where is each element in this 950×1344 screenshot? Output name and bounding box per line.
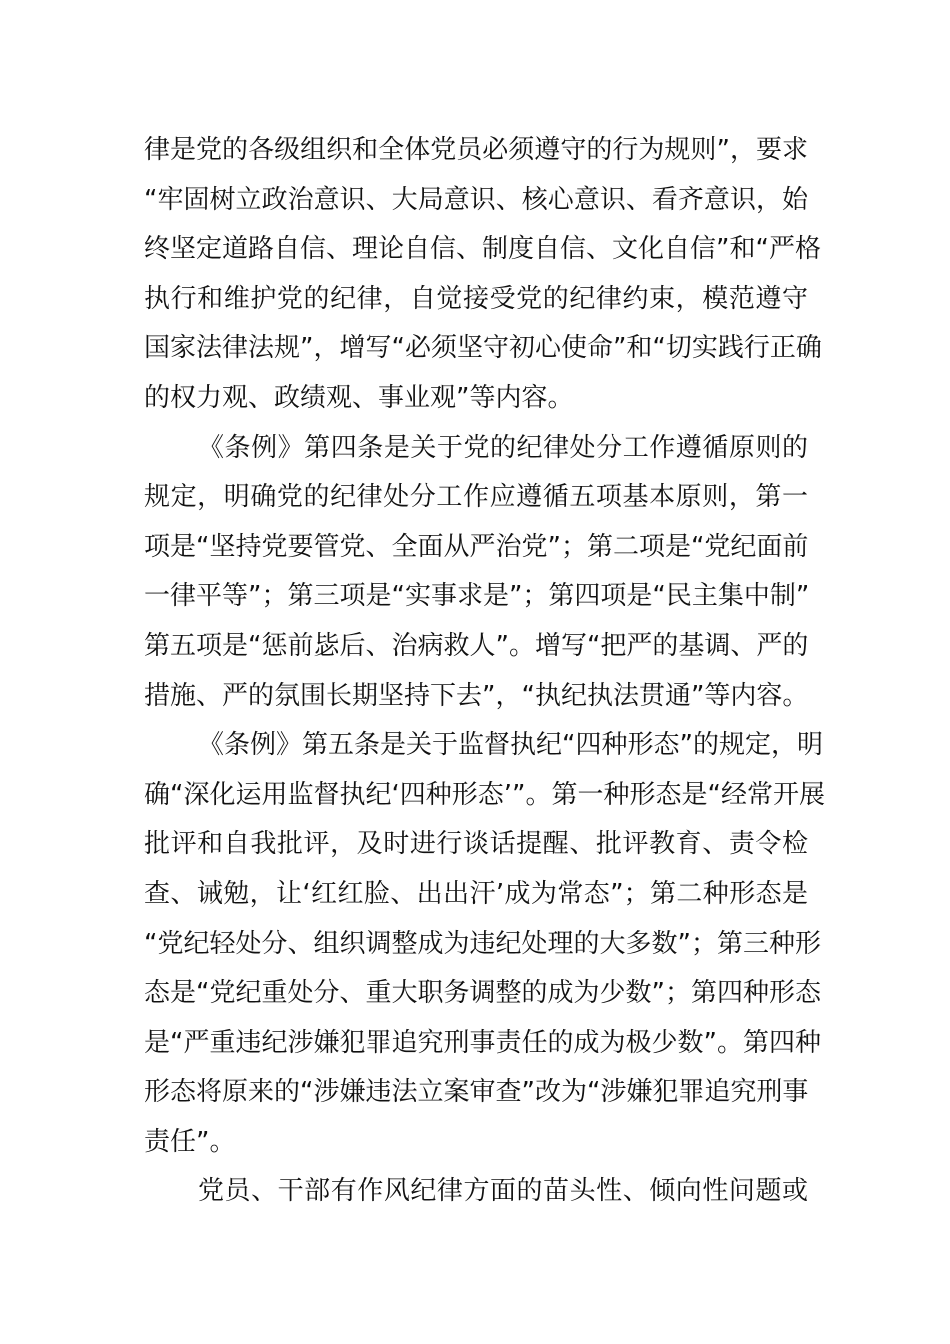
text-line: 终坚定道路自信、理论自信、制度自信、文化自信”和“严格 — [144, 234, 821, 265]
body-text — [144, 126, 825, 1217]
text-line: 党员、干部有作风纪律方面的苗头性、倾向性问题或 — [198, 1176, 808, 1207]
text-line: 是“严重违纪涉嫌犯罪追究刑事责任的成为极少数”。第四种 — [144, 1027, 821, 1058]
text-line: 责任”。 — [144, 1126, 236, 1157]
text-line: 态是“党纪重处分、重大职务调整的成为少数”；第四种形态 — [144, 978, 821, 1009]
text-line: “党纪轻处分、组织调整成为违纪处理的大多数”；第三种形 — [144, 928, 821, 959]
text-line: 规定，明确党的纪律处分工作应遵循五项基本原则，第一 — [144, 482, 808, 513]
paragraph-2 — [144, 424, 808, 722]
text-line: 《条例》第四条是关于党的纪律处分工作遵循原则的 — [198, 432, 808, 463]
paragraph-1 — [144, 126, 822, 424]
text-line: 批评和自我批评，及时进行谈话提醒、批评教育、责令检 — [144, 829, 808, 860]
text-line: 一律平等”；第三项是“实事求是”；第四项是“民主集中制” — [144, 581, 810, 612]
text-line: 《条例》第五条是关于监督执纪“四种形态”的规定，明 — [198, 730, 823, 761]
text-line: 国家法律法规”，增写“必须坚守初心使命”和“切实践行正确 — [144, 333, 822, 364]
paragraph-3 — [144, 721, 825, 1167]
text-line: 律是党的各级组织和全体党员必须遵守的行为规则”，要求 — [144, 135, 808, 165]
text-line: 确“深化运用监督执纪‘四种形态’”。第一种形态是“经常开展 — [144, 779, 825, 810]
paragraph-4 — [144, 1167, 808, 1217]
text-line: 形态将原来的“涉嫌违法立案审查”改为“涉嫌犯罪追究刑事 — [144, 1077, 809, 1108]
text-line: 项是“坚持党要管党、全面从严治党”；第二项是“党纪面前 — [144, 531, 809, 562]
text-line: 查、诫勉，让‘红红脸、出出汗’成为常态”；第二种形态是 — [144, 878, 808, 909]
text-line: 措施、严的氛围长期坚持下去”，“执纪执法贯通”等内容。 — [144, 680, 809, 711]
text-line: 执行和维护党的纪律，自觉接受党的纪律约束，模范遵守 — [144, 283, 808, 314]
text-line: 的权力观、政绩观、事业观”等内容。 — [144, 382, 574, 413]
text-line: “牢固树立政治意识、大局意识、核心意识、看齐意识，始 — [144, 184, 808, 215]
text-line: 第五项是“惩前毖后、治病救人”。增写“把严的基调、严的 — [144, 630, 809, 661]
